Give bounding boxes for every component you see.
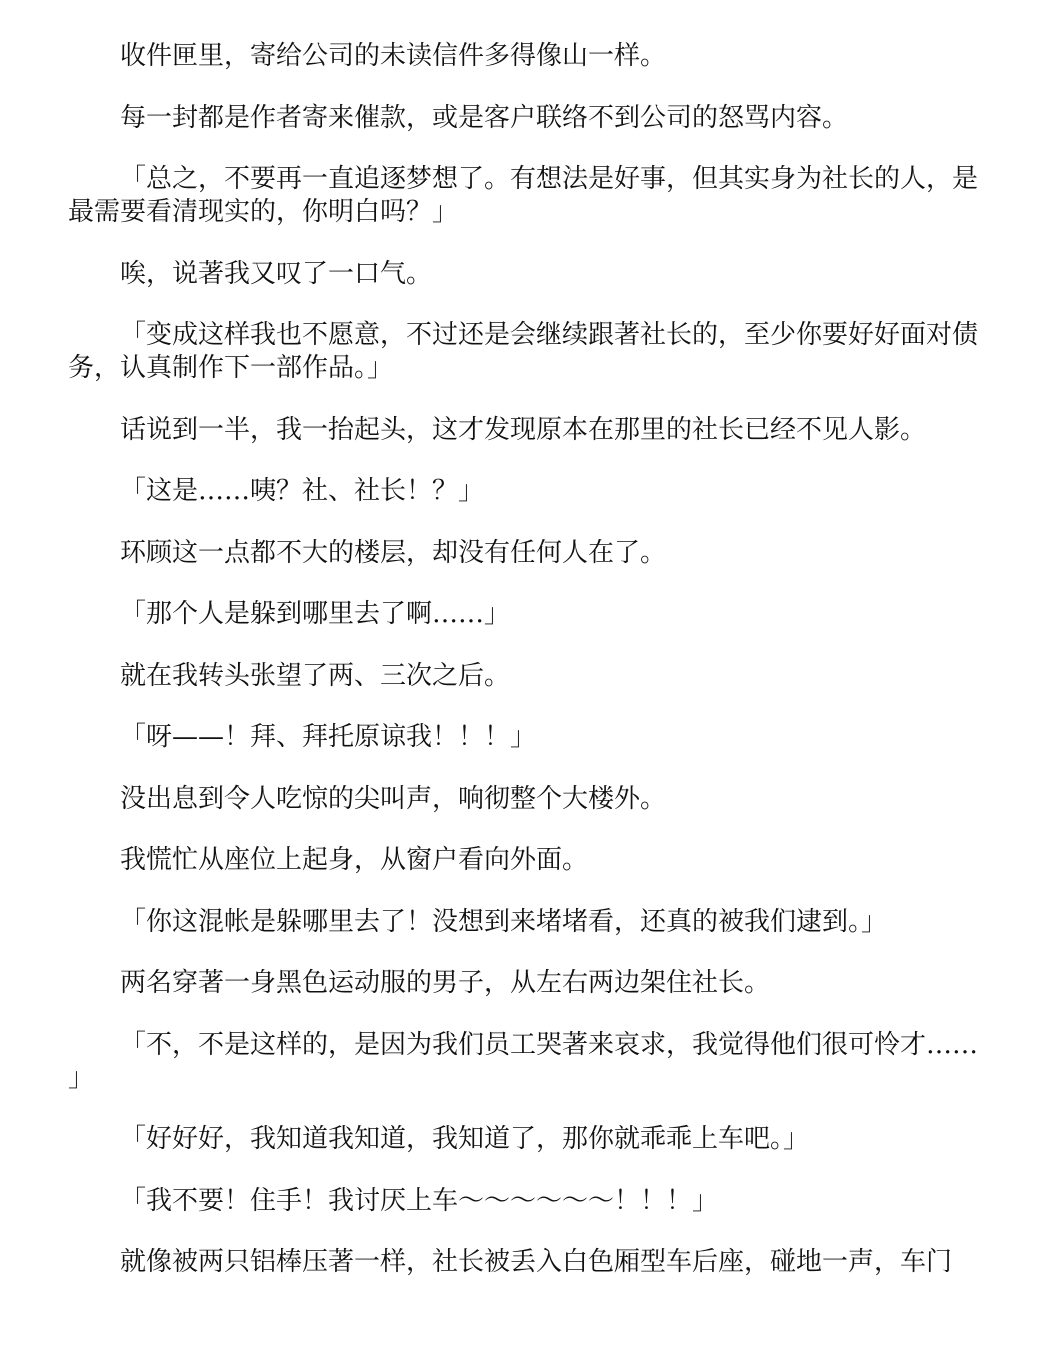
paragraph: 我慌忙从座位上起身，从窗户看向外面。 [120, 845, 589, 875]
paragraph: 「呀——！拜、拜托原谅我！！！」 [120, 722, 537, 752]
paragraph: 「这是……咦？社、社长！？」 [120, 476, 485, 506]
paragraph: 「我不要！住手！我讨厌上车～～～～～～！！！」 [120, 1185, 719, 1216]
document-page [68, 40, 978, 1308]
paragraph: 环顾这一点都不大的楼层，却没有任何人在了。 [120, 537, 667, 568]
paragraph: 「好好好，我知道我知道，我知道了，那你就乖乖上车吧。」 [120, 1124, 810, 1154]
paragraph: 没出息到令人吃惊的尖叫声，响彻整个大楼外。 [120, 783, 667, 814]
paragraph: 每一封都是作者寄来催款，或是客户联络不到公司的怒骂内容。 [120, 102, 849, 133]
paragraph: 「那个人是躲到哪里去了啊……」 [120, 599, 511, 629]
paragraph: 就在我转头张望了两、三次之后。 [120, 660, 511, 691]
paragraph: 唉，说著我又叹了一口气。 [120, 258, 433, 289]
paragraph: 「总之，不要再一直追逐梦想了。有想法是好事，但其实身为社长的人，是最需要看清现实的，你明白吗？」 [68, 164, 979, 227]
paragraph: 两名穿著一身黑色运动服的男子，从左右两边架住社长。 [120, 968, 771, 998]
paragraph: 「你这混帐是躲哪里去了！没想到来堵堵看，还真的被我们逮到。」 [120, 906, 888, 937]
paragraph: 「变成这样我也不愿意，不过还是会继续跟著社长的，至少你要好好面对债务，认真制作下一部作品。」 [68, 320, 979, 383]
paragraph: 话说到一半，我一抬起头，这才发现原本在那里的社长已经不见人影。 [120, 414, 927, 445]
paragraph: 就像被两只铝棒压著一样，社长被丢入白色厢型车后座，碰地一声，车门 [120, 1247, 953, 1277]
paragraph: 收件匣里，寄给公司的未读信件多得像山一样。 [120, 41, 667, 71]
paragraph: 「不，不是这样的，是因为我们员工哭著来哀求，我觉得他们很可怜才……」 [68, 1029, 979, 1093]
